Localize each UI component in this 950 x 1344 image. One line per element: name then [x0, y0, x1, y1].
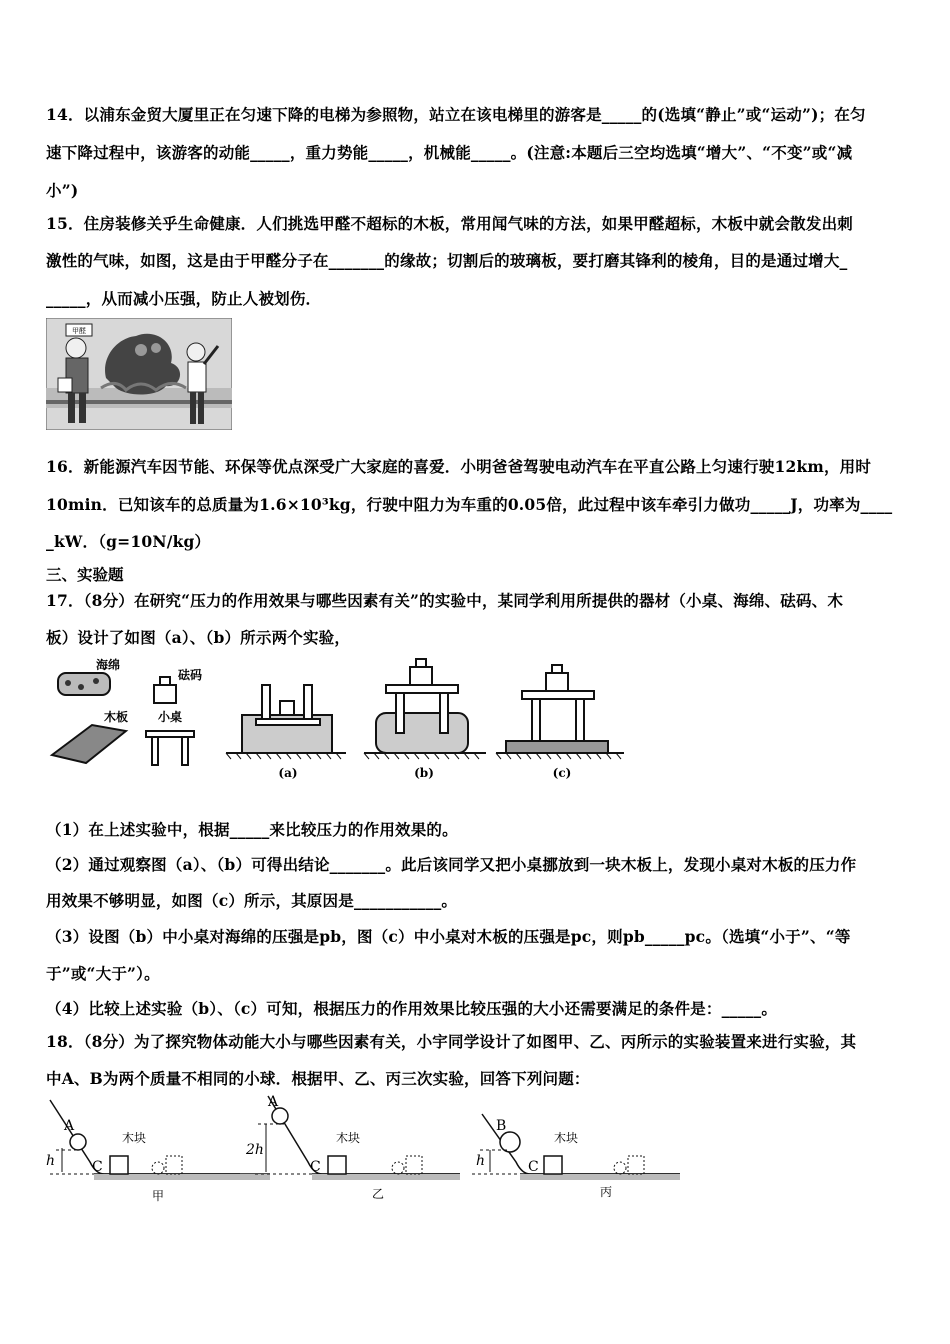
label-table: 小桌 — [158, 710, 183, 724]
bing-c-label: C — [528, 1159, 539, 1175]
label-sponge: 海绵 — [96, 658, 121, 672]
q14-line-3: 小”) — [46, 181, 79, 200]
q15-line-1: 15．住房装修关乎生命健康．人们挑选甲醛不超标的木板，常用闻气味的方法，如果甲醛超标，木板中就会散发出刺 — [46, 214, 853, 233]
q17-sub-2b: 用效果不够明显，如图（c）所示，其原因是___________。 — [46, 891, 458, 910]
jia-c-label: C — [92, 1159, 103, 1175]
section-title: 三、实验题 — [46, 565, 124, 584]
bing-ball-label: B — [496, 1118, 507, 1134]
jia-block-label: 木块 — [122, 1131, 147, 1145]
q17-sub-4: （4）比较上述实验（b）、（c）可知，根据压力的作用效果比较压强的大小还需要满足的条件是：_____。 — [46, 999, 778, 1018]
figure-yi — [245, 1094, 460, 1201]
jia-height-label: h — [46, 1153, 56, 1169]
yi-caption: 乙 — [371, 1187, 385, 1201]
bing-caption: 丙 — [599, 1185, 613, 1199]
label-b: (b) — [414, 766, 434, 780]
yi-c-label: C — [310, 1159, 321, 1175]
q15-line-2: 激性的气味，如图，这是由于甲醛分子在_______的缘故；切割后的玻璃板，要打磨其锋利的棱角，目的是通过增大_ — [46, 251, 848, 270]
q18-line-1: 18．（8分）为了探究物体动能大小与哪些因素有关，小宇同学设计了如图甲、乙、丙所示的实验装置来进行实验，其 — [46, 1032, 857, 1051]
q14-line-1: 14．以浦东金贸大厦里正在匀速下降的电梯为参照物，站立在该电梯里的游客是_____的(选填“静止”或“运动”)；在匀 — [46, 105, 866, 124]
jia-ball-label: A — [64, 1118, 75, 1134]
board-c — [506, 741, 608, 753]
figure-jia — [46, 1100, 270, 1203]
label-weight: 砝码 — [178, 668, 203, 682]
weight-shape — [154, 685, 176, 703]
jia-caption: 甲 — [151, 1189, 165, 1203]
q17-sub-3a: （3）设图（b）中小桌对海绵的压强是pb，图（c）中小桌对木板的压强是pc，则pb_____pc。（选填“小于”、“等 — [46, 927, 851, 946]
yi-ball-label: A — [268, 1094, 279, 1110]
q18-line-2: 中A、B为两个质量不相同的小球．根据甲、乙、丙三次实验，回答下列问题： — [46, 1069, 590, 1088]
pressure-experiment-figure — [46, 655, 636, 785]
q15-line-3: _____，从而减小压强，防止人被划伤． — [46, 289, 322, 308]
q17-sub-1: （1）在上述实验中，根据_____来比较压力的作用效果的。 — [46, 820, 458, 839]
sponge-b — [376, 713, 468, 753]
q16-line-2: 10min．已知该车的总质量为1.6×10³kg，行驶中阻力为车重的0.05倍，此过程中该车牵引力做功_____J，功率为____ — [46, 495, 893, 514]
q17-line-2: 板）设计了如图（a）、（b）所示两个实验， — [46, 628, 351, 647]
bing-block-label: 木块 — [554, 1131, 579, 1145]
formaldehyde-illustration — [46, 318, 232, 430]
yi-block-label: 木块 — [336, 1131, 361, 1145]
q17-sub-3b: 于”或“大于”）。 — [46, 964, 160, 983]
label-a: (a) — [278, 766, 298, 780]
q14-line-2: 速下降过程中，该游客的动能_____，重力势能_____，机械能_____。(注意:本题后三空均选填“增大”、“不变”或“减 — [46, 143, 853, 162]
figure-bing — [472, 1114, 680, 1199]
q16-line-1: 16．新能源汽车因节能、环保等优点深受广大家庭的喜爱．小明爸爸驾驶电动汽车在平直公路上匀速行驶12km，用时 — [46, 457, 872, 476]
kinetic-energy-figure — [40, 1092, 690, 1207]
q16-line-3: _kW．（g=10N/kg） — [46, 532, 211, 551]
label-board: 木板 — [104, 710, 129, 724]
sign-text: 甲醛 — [72, 327, 86, 335]
yi-height-label: 2h — [246, 1142, 264, 1158]
label-c: (c) — [552, 766, 572, 780]
q17-line-1: 17．（8分）在研究“压力的作用效果与哪些因素有关”的实验中，某同学利用所提供的器材（小桌、海绵、砝码、木 — [46, 591, 844, 610]
bing-height-label: h — [476, 1153, 486, 1169]
q17-sub-2a: （2）通过观察图（a）、（b）可得出结论_______。此后该同学又把小桌挪放到一块木板上，发现小桌对木板的压力作 — [46, 855, 857, 874]
board-shape — [52, 725, 126, 763]
